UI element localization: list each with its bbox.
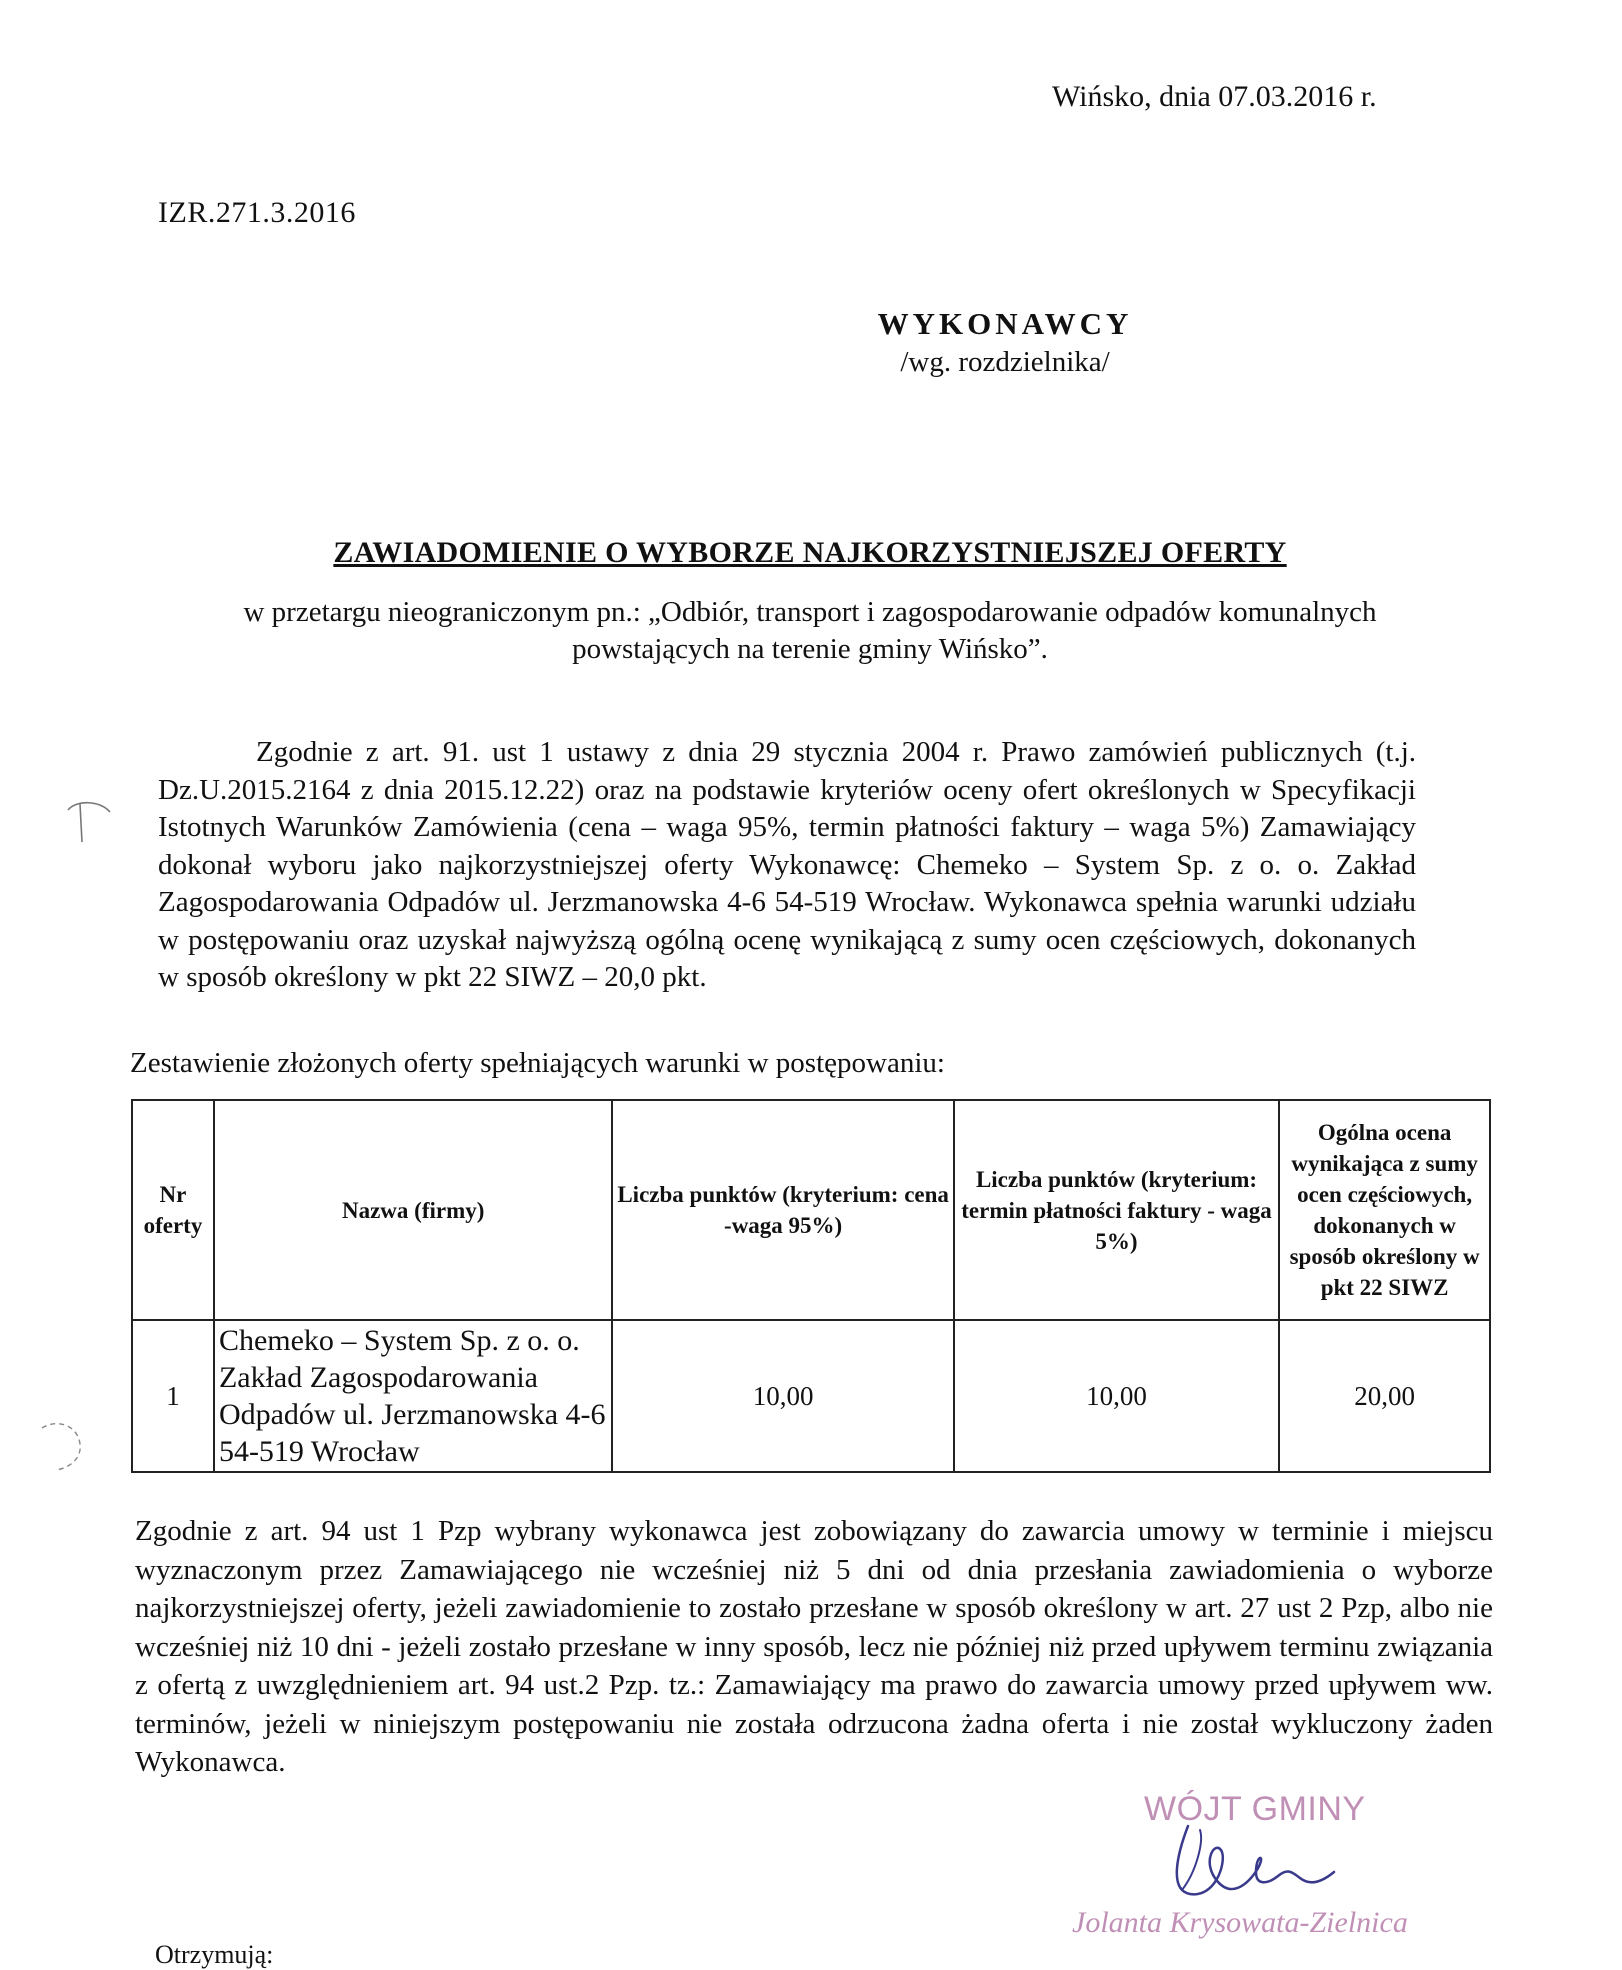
decision-paragraph: Zgodnie z art. 91. ust 1 ustawy z dnia 29 stycznia 2004 r. Prawo zamówień publicznych (t.j. Dz.U.2015.2164 z dnia 2015.12.22) oraz na podstawie kryteriów oceny ofert określonych w Specyfikacji Istotnych Warunków Zamówienia (cena – waga 95%, termin płatności faktury – waga 5%) Zamawiający dokonał wyboru jako najkorzystniejszej oferty Wykonawcę: Chemeko – System Sp. z o. o. Zakład Zagospodarowania Odpadów ul. Jerzmanowska 4-6 54-519 Wrocław. Wykonawca spełnia warunki udziału w postępowaniu oraz uzyskał najwyższą ogólną ocenę wynikającą z sumy ocen częściowych, dokonanych w sposób określony w pkt 22 SIWZ – 20,0 pkt. [158, 736, 1416, 993]
addressee-block [840, 306, 1170, 379]
place-date: Wińsko, dnia 07.03.2016 r. [1052, 80, 1377, 113]
header-offer-number: Nr oferty [132, 1100, 214, 1320]
header-payment-points: Liczba punktów (kryterium: termin płatności faktury - waga 5%) [954, 1100, 1279, 1320]
recipients-label: Otrzymują: [155, 1940, 274, 1969]
hole-punch-mark [62, 796, 122, 846]
addressee-subtitle: /wg. rozdzielnika/ [900, 346, 1110, 378]
stamp-name: Jolanta Krysowata-Zielnica [1072, 1906, 1408, 1939]
header-firm-name: Nazwa (firmy) [214, 1100, 613, 1320]
header-price-points: Liczba punktów (kryterium: cena -waga 95%) [612, 1100, 953, 1320]
cell-firm-name: Chemeko – System Sp. z o. o. Zakład Zagospodarowania Odpadów ul. Jerzmanowska 4-6 54-519 Wrocław [214, 1320, 613, 1472]
table-header-row [132, 1100, 1490, 1320]
hole-punch-mark [36, 1412, 96, 1478]
reference-number: IZR.271.3.2016 [158, 196, 356, 229]
contract-paragraph: Zgodnie z art. 94 ust 1 Pzp wybrany wykonawca jest zobowiązany do zawarcia umowy w terminie i miejscu wyznaczonym przez Zamawiającego nie wcześniej niż 5 dni od dnia przesłania zawiadomienia o wyborze najkorzystniejszej oferty, jeżeli zawiadomienie to zostało przesłane w sposób określony w art. 27 ust 2 Pzp, albo nie wcześniej niż 10 dni - jeżeli zostało przesłane w inny sposób, lecz nie później niż przed upływem terminu związania z ofertą z uwzględnieniem art. 94 ust.2 Pzp. tz.: Zamawiający ma prawo do zawarcia umowy przed upływem ww. terminów, jeżeli w niniejszym postępowaniu nie została odrzucona żadna oferta i nie został wykluczony żaden Wykonawca. [135, 1515, 1493, 1778]
stamp-title: WÓJT GMINY [1144, 1790, 1366, 1828]
cell-price-points: 10,00 [612, 1320, 953, 1472]
addressee-title: WYKONAWCY [877, 306, 1133, 341]
cell-offer-number: 1 [132, 1320, 214, 1472]
cell-total-score: 20,00 [1279, 1320, 1490, 1472]
table-intro: Zestawienie złożonych oferty spełniających warunki w postępowaniu: [130, 1047, 945, 1079]
cell-payment-points: 10,00 [954, 1320, 1279, 1472]
header-total-score: Ogólna ocena wynikająca z sumy ocen częściowych, dokonanych w sposób określony w pkt 22 SIWZ [1279, 1100, 1490, 1320]
table-row [132, 1320, 1490, 1472]
notice-subheading: w przetargu nieograniczonym pn.: „Odbiór, transport i zagospodarowanie odpadów komunalnych powstających na terenie gminy Wińsko”. [243, 596, 1377, 665]
notice-heading: ZAWIADOMIENIE O WYBORZE NAJKORZYSTNIEJSZEJ OFERTY [333, 536, 1287, 569]
offers-table [131, 1099, 1491, 1473]
